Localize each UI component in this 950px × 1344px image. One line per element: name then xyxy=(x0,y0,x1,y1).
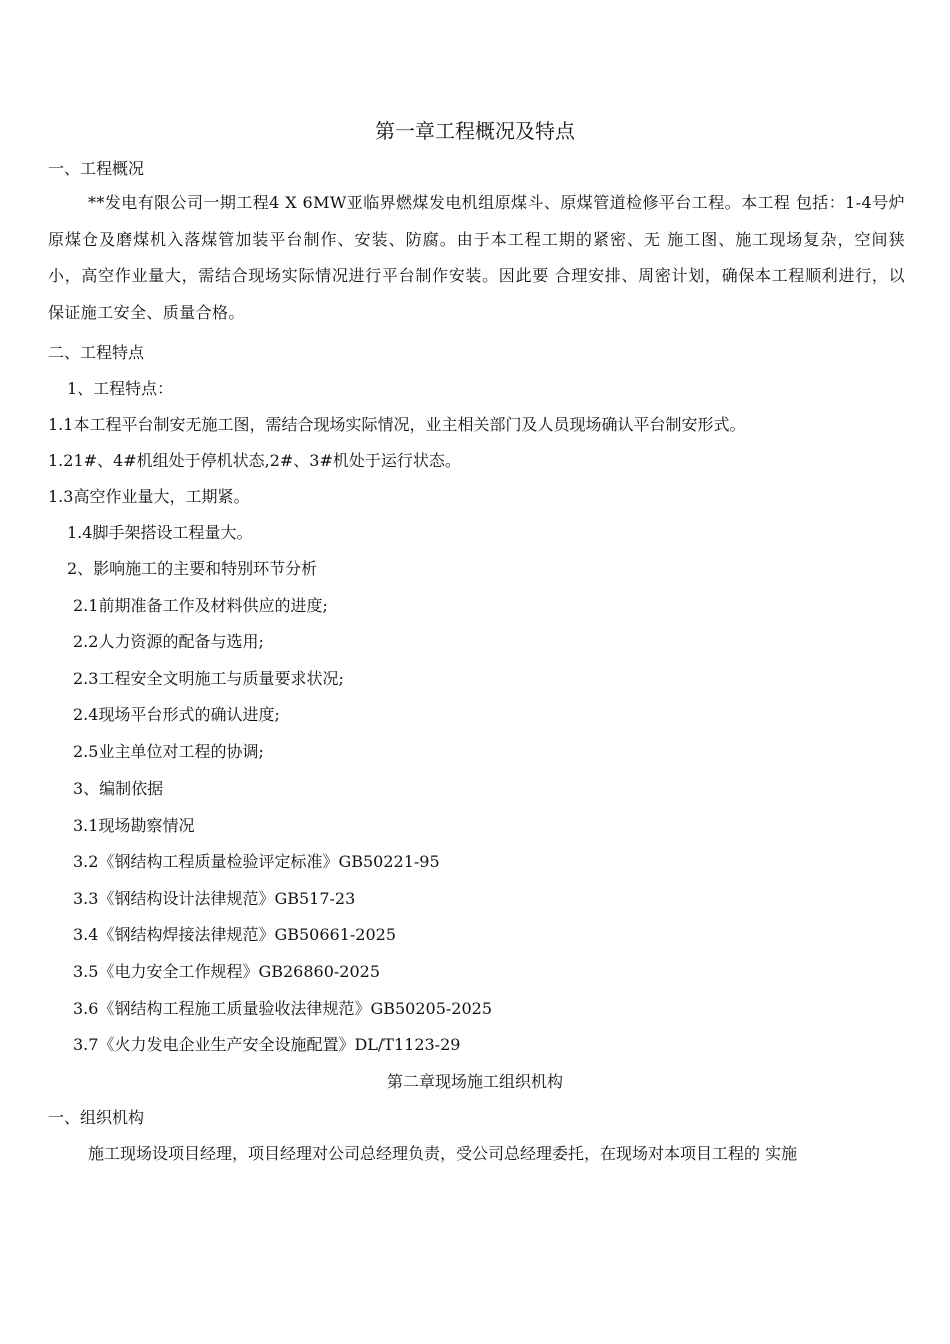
chapter2-section1-paragraph: 施工现场设项目经理，项目经理对公司总经理负责，受公司总经理委托，在现场对本项目工程的 实施 xyxy=(88,1144,798,1163)
list-item: 3.1现场勘察情况 xyxy=(73,816,195,835)
sub1-heading: 1、工程特点： xyxy=(67,379,174,398)
list-item: 1.21#、4#机组处于停机状态,2#、3#机处于运行状态。 xyxy=(48,451,461,470)
list-item: 1.3高空作业量大，工期紧。 xyxy=(48,487,250,506)
list-item: 3.7《火力发电企业生产安全设施配置》DL/T1123-29 xyxy=(73,1035,461,1054)
chapter1-title: 第一章工程概况及特点 xyxy=(375,119,575,143)
list-item: 2.2人力资源的配备与选用; xyxy=(73,632,264,651)
list-item: 3.3《钢结构设计法律规范》GB517-23 xyxy=(73,889,356,908)
list-item: 3.4《钢结构焊接法律规范》GB50661-2025 xyxy=(73,925,397,944)
chapter2-section1-heading: 一、组织机构 xyxy=(48,1108,145,1127)
list-item: 3.5《电力安全工作规程》GB26860-2025 xyxy=(73,962,381,981)
list-item: 2.3工程安全文明施工与质量要求状况; xyxy=(73,669,344,688)
list-item: 1.4脚手架搭设工程量大。 xyxy=(67,523,253,542)
chapter2-title: 第二章现场施工组织机构 xyxy=(386,1072,563,1091)
sub3-heading: 3、编制依据 xyxy=(73,779,164,798)
section1-heading: 一、工程概况 xyxy=(48,159,145,178)
list-item: 1.1本工程平台制安无施工图，需结合现场实际情况，业主相关部门及人员现场确认平台制安形式。 xyxy=(48,415,746,434)
list-item: 2.5业主单位对工程的协调; xyxy=(73,742,264,761)
sub2-heading: 2、影响施工的主要和特别环节分析 xyxy=(67,559,318,578)
list-item: 2.1前期准备工作及材料供应的进度; xyxy=(73,596,328,615)
section2-heading: 二、工程特点 xyxy=(48,343,145,362)
list-item: 2.4现场平台形式的确认进度; xyxy=(73,705,280,724)
list-item: 3.2《钢结构工程质量检验评定标准》GB50221-95 xyxy=(73,852,440,871)
section1-paragraph: **发电有限公司一期工程4 X 6MW亚临界燃煤发电机组原煤斗、原煤管道检修平台工程。本工程 包括：1-4号炉原煤仓及磨煤机入落煤管加装平台制作、安装、防腐。由于本工程工期的紧密、无 施工图、施工现场复杂，空间狭小，高空作业量大，需结合现场实际情况进行平台制作安装。因此要 合理安排、周密计划，确保本工程顺利进行，以保证施工安全、质量合格。 xyxy=(48,193,905,322)
list-item: 3.6《钢结构工程施工质量验收法律规范》GB50205-2025 xyxy=(73,999,493,1018)
